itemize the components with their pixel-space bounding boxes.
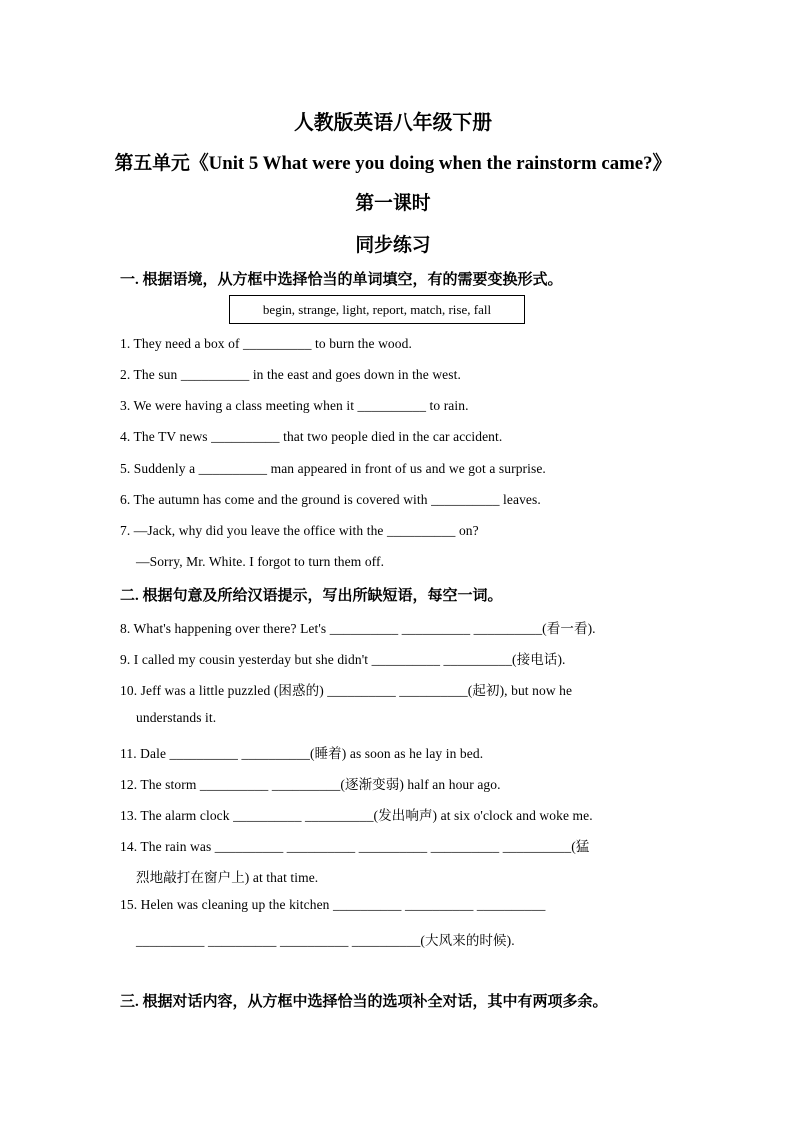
question-item: 烈地敲打在窗户上) at that time. (136, 870, 319, 885)
lesson-title: 第一课时 (355, 193, 431, 214)
section3-heading: 三. 根据对话内容，从方框中选择恰当的选项补全对话，其中有两项多余。 (120, 994, 608, 1010)
section2-heading: 二. 根据句意及所给汉语提示，写出所缺短语，每空一词。 (120, 588, 503, 604)
question-item: 4. The TV news __________ that two people died in the car accident. (120, 429, 503, 444)
practice-title: 同步练习 (355, 235, 431, 256)
question-item: 8. What's happening over there? Let's __________ __________ __________(看一看). (120, 621, 596, 636)
question-item: 14. The rain was __________ __________ __________ __________ __________(猛 (120, 839, 590, 854)
section1-heading: 一. 根据语境，从方框中选择恰当的单词填空，有的需要变换形式。 (120, 272, 563, 288)
question-item: 10. Jeff was a little puzzled (困惑的) __________ __________(起初), but now he (120, 683, 573, 698)
question-item: 7. —Jack, why did you leave the office with the __________ on? (120, 523, 479, 538)
question-item: 1. They need a box of __________ to burn the wood. (120, 336, 412, 351)
question-item: __________ __________ __________ __________(大风来的时候). (136, 933, 515, 948)
book-title: 人教版英语八年级下册 (294, 112, 492, 134)
question-item: 6. The autumn has come and the ground is covered with __________ leaves. (120, 492, 541, 507)
question-item: 9. I called my cousin yesterday but she didn't __________ __________(接电话). (120, 652, 566, 667)
question-item: 15. Helen was cleaning up the kitchen __________ __________ __________ (120, 897, 546, 912)
unit-title: 第五单元《Unit 5 What were you doing when the rainstorm came?》 (114, 153, 672, 174)
question-item: 13. The alarm clock __________ __________(发出响声) at six o'clock and woke me. (120, 808, 593, 823)
question-item: —Sorry, Mr. White. I forgot to turn them off. (136, 554, 385, 569)
question-item: 3. We were having a class meeting when it __________ to rain. (120, 398, 469, 413)
word-box: begin, strange, light, report, match, rise, fall (229, 295, 525, 324)
question-item: 11. Dale __________ __________(睡着) as soon as he lay in bed. (120, 746, 484, 761)
question-item: 5. Suddenly a __________ man appeared in front of us and we got a surprise. (120, 461, 546, 476)
question-item: 2. The sun __________ in the east and goes down in the west. (120, 367, 461, 382)
question-item: 12. The storm __________ __________(逐渐变弱) half an hour ago. (120, 777, 501, 792)
question-item: understands it. (136, 710, 217, 725)
